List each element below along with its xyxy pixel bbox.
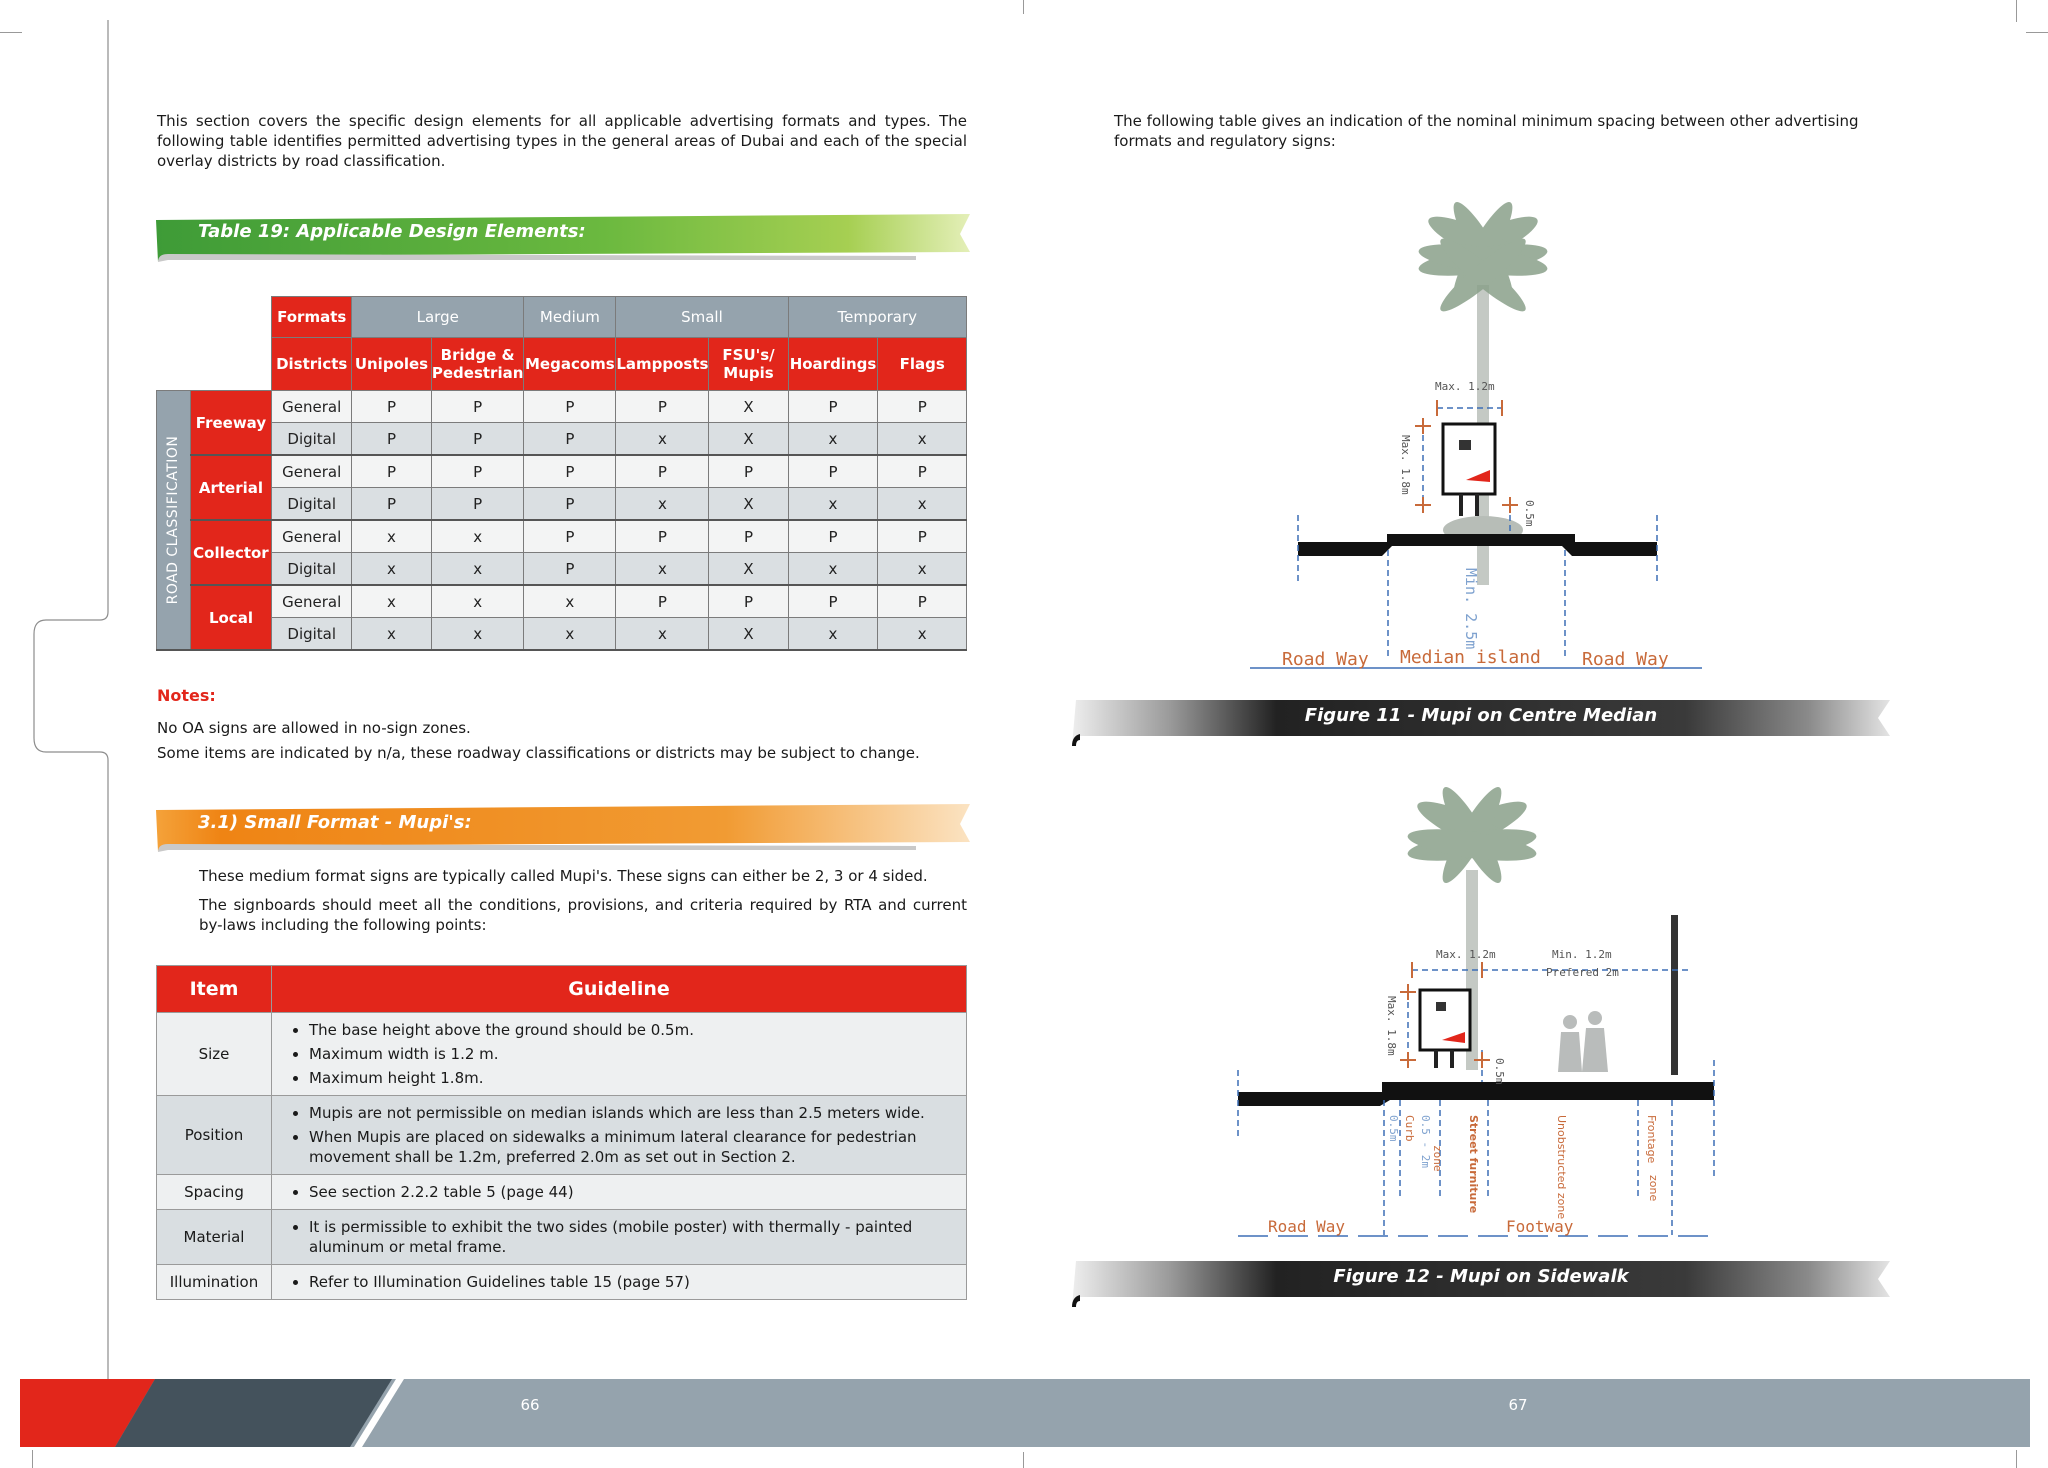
permission-cell: x — [616, 553, 709, 586]
permission-cell: P — [709, 455, 788, 488]
mupi-leg — [1475, 494, 1479, 516]
page-number-left: 66 — [520, 1396, 540, 1414]
table-row — [157, 423, 967, 456]
figure-12-caption: Figure 12 - Mupi on Sidewalk — [1333, 1266, 1629, 1287]
crop-mark — [1023, 0, 1024, 14]
permission-cell: P — [524, 488, 616, 521]
label-road-right: Road Way — [1582, 649, 1669, 670]
guideline-item: Spacing — [157, 1175, 272, 1210]
districts-label: Districts — [272, 338, 352, 391]
label-curb-gap: 0.5m — [1387, 1115, 1400, 1142]
group-header: Medium — [524, 297, 616, 338]
permission-cell: x — [524, 585, 616, 618]
guideline-header: Guideline — [272, 966, 967, 1013]
permission-cell: P — [788, 585, 878, 618]
permission-cell: P — [878, 520, 967, 553]
figure-12-caption-banner — [1070, 1255, 1892, 1307]
permission-cell: x — [524, 618, 616, 651]
guideline-text — [272, 1096, 967, 1175]
label-max-height: Max. 1.8m — [1399, 435, 1412, 495]
mupi-leg — [1434, 1050, 1438, 1068]
guideline-points — [273, 1020, 965, 1088]
table-row — [157, 618, 967, 651]
item-header: Item — [157, 966, 272, 1013]
group-header: Small — [616, 297, 788, 338]
permission-cell: X — [709, 488, 788, 521]
label-base-height: 0.5m — [1493, 1058, 1506, 1085]
table-row — [157, 585, 967, 618]
permission-cell: x — [788, 553, 878, 586]
permission-cell: x — [431, 553, 524, 586]
label-preferred: Prefered 2m — [1546, 966, 1619, 979]
intro-paragraph: This section covers the specific design elements for all applicable advertising formats and types. The following table identifies permitted advertising types in the general areas of Dubai and each of the special overlay districts by road classification. — [157, 112, 967, 170]
guideline-point: • Mupis are not permissible on median islands which are less than 2.5 meters wide. — [309, 1103, 965, 1123]
permission-cell: P — [352, 488, 432, 521]
permission-cell: x — [788, 423, 878, 456]
table-corner — [157, 338, 272, 391]
group-header: Temporary — [788, 297, 966, 338]
guideline-body — [157, 1013, 967, 1300]
label-max-width: Max. 1.2m — [1436, 948, 1496, 961]
figure-11-caption-banner — [1070, 694, 1892, 746]
permission-cell: x — [878, 488, 967, 521]
permission-cell: P — [616, 585, 709, 618]
permission-cell: P — [524, 455, 616, 488]
column-header: Megacoms — [524, 338, 616, 391]
road-class-name: Freeway — [190, 391, 272, 456]
guideline-points — [273, 1103, 965, 1167]
notes-title: Notes: — [157, 686, 216, 705]
label-min-clear: Min. 1.2m — [1552, 948, 1612, 961]
guideline-points — [273, 1182, 965, 1202]
road-class-name: Local — [190, 585, 272, 650]
permission-cell: P — [878, 391, 967, 423]
district-cell: Digital — [272, 423, 352, 456]
group-header: Large — [352, 297, 524, 338]
section-banner-title: 3.1) Small Format - Mupi's: — [198, 812, 472, 833]
permission-cell: P — [709, 520, 788, 553]
label-max-width: Max. 1.2m — [1435, 380, 1495, 393]
note-item: Some items are indicated by n/a, these roadway classifications or districts may be subject to change. — [157, 744, 920, 762]
footer-band — [20, 1379, 2030, 1449]
table-row — [157, 520, 967, 553]
permission-cell: P — [524, 423, 616, 456]
label-zone-word: zone — [1431, 1145, 1444, 1172]
notes-list — [157, 716, 920, 766]
district-cell: General — [272, 585, 352, 618]
label-base-height: 0.5m — [1523, 500, 1536, 527]
district-cell: Digital — [272, 618, 352, 651]
permission-cell: x — [352, 553, 432, 586]
figure-11-diagram — [1240, 190, 1720, 680]
section-paragraph-2: The signboards should meet all the conditions, provisions, and criteria required by RTA and current by-laws including the following points: — [199, 896, 967, 934]
permission-cell: X — [709, 553, 788, 586]
label-median: Median island — [1400, 647, 1541, 668]
permission-cell: x — [616, 618, 709, 651]
column-header: Unipoles — [352, 338, 432, 391]
guideline-point: • When Mupis are placed on sidewalks a minimum lateral clearance for pedestrian movement shall be 1.2m, preferred 2.0m as set out in Section 2. — [309, 1127, 965, 1167]
label-min-width: Min. 2.5m — [1462, 568, 1480, 650]
figure-11-caption: Figure 11 - Mupi on Centre Median — [1304, 705, 1658, 726]
permission-cell: P — [788, 520, 878, 553]
permission-cell: X — [709, 391, 788, 423]
permission-cell: P — [524, 391, 616, 423]
right-intro-paragraph: The following table gives an indication of the nominal minimum spacing between other advertising formats and regulatory signs: — [1114, 112, 1859, 150]
label-frontage: Frontage — [1645, 1115, 1658, 1164]
permission-cell: P — [616, 455, 709, 488]
guideline-text — [272, 1210, 967, 1265]
mupi-sign — [1443, 424, 1495, 494]
guideline-row — [157, 1265, 967, 1300]
permission-cell: P — [788, 455, 878, 488]
label-frontage-zone: zone — [1647, 1175, 1660, 1202]
permission-cell: P — [524, 553, 616, 586]
label-street-furniture: Street furniture — [1467, 1115, 1480, 1214]
crop-mark — [2016, 1450, 2017, 1468]
binder-edge — [30, 20, 120, 1440]
guideline-text — [272, 1013, 967, 1096]
guideline-row — [157, 1175, 967, 1210]
figure-12-diagram — [1220, 770, 1740, 1250]
table-body — [157, 391, 967, 651]
label-max-height: Max. 1.8m — [1385, 996, 1398, 1056]
crop-mark — [32, 1450, 33, 1468]
permission-cell: x — [788, 618, 878, 651]
crop-mark — [1023, 1452, 1024, 1468]
permission-cell: x — [352, 585, 432, 618]
section-paragraph-1: These medium format signs are typically called Mupi's. These signs can either be 2, 3 or 4 sided. — [199, 867, 928, 885]
permission-cell: x — [352, 618, 432, 651]
permission-cell: P — [788, 391, 878, 423]
mupi-logo — [1459, 440, 1471, 450]
crop-mark — [2016, 0, 2017, 22]
section-banner — [156, 802, 972, 852]
permission-cell: P — [524, 520, 616, 553]
table-banner-title: Table 19: Applicable Design Elements: — [198, 221, 586, 242]
guideline-point: • Maximum height 1.8m. — [309, 1068, 965, 1088]
guideline-point: • Maximum width is 1.2 m. — [309, 1044, 965, 1064]
sidewalk-section — [1238, 1082, 1714, 1106]
permission-cell: P — [352, 391, 432, 423]
permission-cell: P — [616, 520, 709, 553]
district-cell: General — [272, 391, 352, 423]
permission-cell: P — [709, 585, 788, 618]
guideline-point: • The base height above the ground should be 0.5m. — [309, 1020, 965, 1040]
note-item: No OA signs are allowed in no-sign zones. — [157, 719, 471, 737]
table-row — [157, 553, 967, 586]
guideline-row — [157, 1096, 967, 1175]
guideline-item: Size — [157, 1013, 272, 1096]
label-curb: Curb — [1403, 1115, 1416, 1142]
guideline-point: • Refer to Illumination Guidelines table 15 (page 57) — [309, 1272, 965, 1292]
guideline-point: • See section 2.2.2 table 5 (page 44) — [309, 1182, 965, 1202]
guideline-row — [157, 1013, 967, 1096]
label-road: Road Way — [1268, 1217, 1346, 1236]
guideline-text — [272, 1265, 967, 1300]
permission-cell: x — [788, 488, 878, 521]
label-road-left: Road Way — [1282, 649, 1369, 670]
mupi-leg — [1450, 1050, 1454, 1068]
permission-cell: x — [616, 488, 709, 521]
crop-mark — [2026, 32, 2048, 33]
road-class-name: Arterial — [190, 455, 272, 520]
crop-mark — [0, 32, 22, 33]
table-row — [157, 455, 967, 488]
guideline-row — [157, 1210, 967, 1265]
frontage-post — [1671, 915, 1678, 1075]
district-cell: Digital — [272, 553, 352, 586]
guideline-point: • It is permissible to exhibit the two sides (mobile poster) with thermally - painted aluminum or metal frame. — [309, 1217, 965, 1257]
road-classification-label — [157, 391, 191, 651]
permission-cell: P — [878, 455, 967, 488]
label-unobstructed-zone: Unobstructed zone — [1555, 1115, 1568, 1220]
permission-cell: x — [431, 585, 524, 618]
permission-cell: x — [431, 618, 524, 651]
district-cell: General — [272, 455, 352, 488]
permission-cell: X — [709, 423, 788, 456]
mupi-logo — [1436, 1002, 1446, 1011]
permission-cell: P — [431, 488, 524, 521]
guideline-item: Position — [157, 1096, 272, 1175]
permission-cell: P — [616, 391, 709, 423]
road-class-name: Collector — [190, 520, 272, 585]
label-zone-range: 0.5 - 2m — [1419, 1115, 1432, 1168]
column-header: Bridge & Pedestrian — [431, 338, 524, 391]
permission-cell: P — [431, 455, 524, 488]
mupi-leg — [1459, 494, 1463, 516]
guideline-item: Illumination — [157, 1265, 272, 1300]
guideline-points — [273, 1272, 965, 1292]
permission-cell: P — [878, 585, 967, 618]
guideline-item: Material — [157, 1210, 272, 1265]
column-header: Lampposts — [616, 338, 709, 391]
label-footway: Footway — [1506, 1217, 1574, 1236]
permission-cell: x — [878, 553, 967, 586]
column-header: FSU's/ Mupis — [709, 338, 788, 391]
page-number-right: 67 — [1508, 1396, 1528, 1414]
pedestrians — [1558, 1011, 1608, 1072]
permission-cell: P — [431, 423, 524, 456]
design-elements-table — [156, 296, 967, 651]
permission-cell: P — [431, 391, 524, 423]
district-cell: General — [272, 520, 352, 553]
guideline-points — [273, 1217, 965, 1257]
guideline-text — [272, 1175, 967, 1210]
permission-cell: x — [352, 520, 432, 553]
permission-cell: P — [352, 455, 432, 488]
column-header: Hoardings — [788, 338, 878, 391]
table-row — [157, 488, 967, 521]
road-classification-text: ROAD CLASSIFICATION — [165, 435, 182, 605]
formats-label: Formats — [272, 297, 352, 338]
permission-cell: x — [616, 423, 709, 456]
column-header: Flags — [878, 338, 967, 391]
table-banner — [156, 212, 972, 262]
permission-cell: x — [878, 618, 967, 651]
permission-cell: X — [709, 618, 788, 651]
district-cell: Digital — [272, 488, 352, 521]
permission-cell: P — [352, 423, 432, 456]
guideline-table — [156, 965, 967, 1300]
table-corner — [157, 297, 272, 338]
permission-cell: x — [431, 520, 524, 553]
table-row — [157, 391, 967, 423]
permission-cell: x — [878, 423, 967, 456]
